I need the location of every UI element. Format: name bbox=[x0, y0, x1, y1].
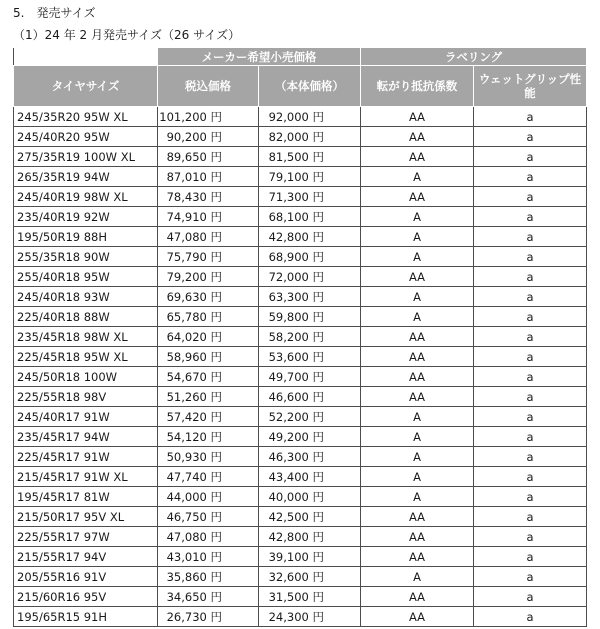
cell-price-body: 43,400 円 bbox=[259, 467, 361, 487]
table-row bbox=[14, 507, 587, 527]
section-title: 5. 発売サイズ bbox=[13, 6, 96, 20]
table-row bbox=[14, 447, 587, 467]
cell-tire-size: 235/45R17 94W bbox=[14, 427, 158, 447]
cell-rolling-resistance: AA bbox=[361, 367, 474, 387]
cell-price-body: 46,300 円 bbox=[259, 447, 361, 467]
cell-price-body: 71,300 円 bbox=[259, 187, 361, 207]
cell-tire-size: 215/60R16 95V bbox=[14, 587, 158, 607]
table-row bbox=[14, 227, 587, 247]
cell-rolling-resistance: A bbox=[361, 407, 474, 427]
cell-rolling-resistance: AA bbox=[361, 587, 474, 607]
table-row bbox=[14, 167, 587, 187]
cell-tire-size: 215/45R17 91W XL bbox=[14, 467, 158, 487]
cell-tire-size: 275/35R19 100W XL bbox=[14, 147, 158, 167]
cell-wet-grip: a bbox=[474, 527, 587, 547]
cell-wet-grip: a bbox=[474, 147, 587, 167]
cell-tire-size: 225/45R18 95W XL bbox=[14, 347, 158, 367]
cell-tire-size: 265/35R19 94W bbox=[14, 167, 158, 187]
tire-size-table bbox=[13, 47, 587, 627]
cell-rolling-resistance: A bbox=[361, 227, 474, 247]
cell-price-body: 42,800 円 bbox=[259, 227, 361, 247]
cell-rolling-resistance: AA bbox=[361, 607, 474, 627]
cell-tire-size: 245/40R19 98W XL bbox=[14, 187, 158, 207]
cell-price-body: 24,300 円 bbox=[259, 607, 361, 627]
cell-tire-size: 255/40R18 95W bbox=[14, 267, 158, 287]
cell-price-tax-incl: 57,420 円 bbox=[158, 407, 259, 427]
cell-price-body: 42,800 円 bbox=[259, 527, 361, 547]
cell-price-body: 49,700 円 bbox=[259, 367, 361, 387]
cell-tire-size: 245/40R18 93W bbox=[14, 287, 158, 307]
cell-rolling-resistance: AA bbox=[361, 147, 474, 167]
cell-price-body: 49,200 円 bbox=[259, 427, 361, 447]
cell-rolling-resistance: A bbox=[361, 467, 474, 487]
table-row bbox=[14, 187, 587, 207]
cell-price-tax-incl: 78,430 円 bbox=[158, 187, 259, 207]
table-row bbox=[14, 547, 587, 567]
cell-wet-grip: a bbox=[474, 287, 587, 307]
cell-rolling-resistance: AA bbox=[361, 387, 474, 407]
cell-rolling-resistance: AA bbox=[361, 507, 474, 527]
cell-price-tax-incl: 35,860 円 bbox=[158, 567, 259, 587]
cell-price-body: 82,000 円 bbox=[259, 127, 361, 147]
table-row bbox=[14, 267, 587, 287]
cell-tire-size: 255/35R18 90W bbox=[14, 247, 158, 267]
cell-wet-grip: a bbox=[474, 227, 587, 247]
cell-price-body: 81,500 円 bbox=[259, 147, 361, 167]
cell-rolling-resistance: AA bbox=[361, 527, 474, 547]
cell-wet-grip: a bbox=[474, 387, 587, 407]
table-row bbox=[14, 347, 587, 367]
cell-price-tax-incl: 44,000 円 bbox=[158, 487, 259, 507]
cell-price-body: 42,500 円 bbox=[259, 507, 361, 527]
table-row bbox=[14, 367, 587, 387]
cell-rolling-resistance: AA bbox=[361, 187, 474, 207]
table-row bbox=[14, 387, 587, 407]
cell-price-tax-incl: 47,080 円 bbox=[158, 527, 259, 547]
cell-rolling-resistance: A bbox=[361, 567, 474, 587]
cell-rolling-resistance: A bbox=[361, 247, 474, 267]
table-row bbox=[14, 467, 587, 487]
table-body bbox=[14, 107, 587, 627]
cell-price-tax-incl: 79,200 円 bbox=[158, 267, 259, 287]
header-price-tax-incl: 税込価格 bbox=[158, 66, 259, 107]
cell-wet-grip: a bbox=[474, 447, 587, 467]
cell-tire-size: 215/55R17 94V bbox=[14, 547, 158, 567]
cell-price-body: 58,200 円 bbox=[259, 327, 361, 347]
table-row bbox=[14, 407, 587, 427]
cell-price-tax-incl: 54,670 円 bbox=[158, 367, 259, 387]
cell-wet-grip: a bbox=[474, 427, 587, 447]
cell-price-tax-incl: 43,010 円 bbox=[158, 547, 259, 567]
cell-wet-grip: a bbox=[474, 507, 587, 527]
header-blank bbox=[14, 48, 158, 66]
cell-tire-size: 225/45R17 91W bbox=[14, 447, 158, 467]
cell-wet-grip: a bbox=[474, 587, 587, 607]
cell-price-tax-incl: 46,750 円 bbox=[158, 507, 259, 527]
cell-rolling-resistance: A bbox=[361, 307, 474, 327]
header-wet-grip: ウェットグリップ性能 bbox=[474, 66, 587, 107]
cell-tire-size: 245/40R20 95W bbox=[14, 127, 158, 147]
cell-wet-grip: a bbox=[474, 267, 587, 287]
cell-price-tax-incl: 69,630 円 bbox=[158, 287, 259, 307]
cell-rolling-resistance: AA bbox=[361, 127, 474, 147]
cell-price-tax-incl: 74,910 円 bbox=[158, 207, 259, 227]
cell-wet-grip: a bbox=[474, 107, 587, 127]
cell-price-tax-incl: 64,020 円 bbox=[158, 327, 259, 347]
cell-tire-size: 225/55R18 98V bbox=[14, 387, 158, 407]
cell-tire-size: 205/55R16 91V bbox=[14, 567, 158, 587]
cell-price-body: 46,600 円 bbox=[259, 387, 361, 407]
table-row bbox=[14, 247, 587, 267]
cell-tire-size: 245/50R18 100W bbox=[14, 367, 158, 387]
cell-wet-grip: a bbox=[474, 567, 587, 587]
cell-wet-grip: a bbox=[474, 187, 587, 207]
header-price-group: メーカー希望小売価格 bbox=[158, 48, 361, 66]
cell-rolling-resistance: AA bbox=[361, 267, 474, 287]
cell-wet-grip: a bbox=[474, 167, 587, 187]
cell-rolling-resistance: A bbox=[361, 207, 474, 227]
cell-price-tax-incl: 47,740 円 bbox=[158, 467, 259, 487]
cell-price-tax-incl: 75,790 円 bbox=[158, 247, 259, 267]
cell-price-tax-incl: 87,010 円 bbox=[158, 167, 259, 187]
cell-wet-grip: a bbox=[474, 307, 587, 327]
cell-price-tax-incl: 47,080 円 bbox=[158, 227, 259, 247]
cell-wet-grip: a bbox=[474, 607, 587, 627]
cell-wet-grip: a bbox=[474, 327, 587, 347]
cell-price-tax-incl: 51,260 円 bbox=[158, 387, 259, 407]
table-row bbox=[14, 527, 587, 547]
cell-rolling-resistance: A bbox=[361, 427, 474, 447]
table-row bbox=[14, 327, 587, 347]
cell-price-body: 59,800 円 bbox=[259, 307, 361, 327]
cell-price-body: 68,100 円 bbox=[259, 207, 361, 227]
header-rolling-resistance: 転がり抵抗係数 bbox=[361, 66, 474, 107]
header-price-body: （本体価格） bbox=[259, 66, 361, 107]
cell-price-tax-incl: 65,780 円 bbox=[158, 307, 259, 327]
cell-price-body: 31,500 円 bbox=[259, 587, 361, 607]
cell-tire-size: 195/45R17 81W bbox=[14, 487, 158, 507]
cell-wet-grip: a bbox=[474, 407, 587, 427]
table-row bbox=[14, 107, 587, 127]
table-row bbox=[14, 287, 587, 307]
cell-tire-size: 235/40R19 92W bbox=[14, 207, 158, 227]
cell-rolling-resistance: A bbox=[361, 487, 474, 507]
table-row bbox=[14, 487, 587, 507]
cell-wet-grip: a bbox=[474, 347, 587, 367]
cell-wet-grip: a bbox=[474, 127, 587, 147]
cell-price-body: 39,100 円 bbox=[259, 547, 361, 567]
cell-wet-grip: a bbox=[474, 247, 587, 267]
cell-tire-size: 215/50R17 95V XL bbox=[14, 507, 158, 527]
cell-tire-size: 225/40R18 88W bbox=[14, 307, 158, 327]
cell-rolling-resistance: AA bbox=[361, 547, 474, 567]
cell-tire-size: 195/65R15 91H bbox=[14, 607, 158, 627]
table-row bbox=[14, 427, 587, 447]
cell-tire-size: 225/55R17 97W bbox=[14, 527, 158, 547]
cell-rolling-resistance: AA bbox=[361, 327, 474, 347]
cell-price-tax-incl: 54,120 円 bbox=[158, 427, 259, 447]
cell-wet-grip: a bbox=[474, 547, 587, 567]
table-row bbox=[14, 207, 587, 227]
cell-tire-size: 245/35R20 95W XL bbox=[14, 107, 158, 127]
cell-price-body: 79,100 円 bbox=[259, 167, 361, 187]
sub-title: （1）24 年 2 月発売サイズ（26 サイズ） bbox=[13, 28, 241, 42]
cell-price-tax-incl: 89,650 円 bbox=[158, 147, 259, 167]
cell-wet-grip: a bbox=[474, 487, 587, 507]
cell-price-body: 63,300 円 bbox=[259, 287, 361, 307]
table-row bbox=[14, 127, 587, 147]
cell-tire-size: 245/40R17 91W bbox=[14, 407, 158, 427]
table-row bbox=[14, 567, 587, 587]
cell-price-tax-incl: 50,930 円 bbox=[158, 447, 259, 467]
table-row bbox=[14, 587, 587, 607]
cell-price-body: 53,600 円 bbox=[259, 347, 361, 367]
cell-price-body: 72,000 円 bbox=[259, 267, 361, 287]
cell-wet-grip: a bbox=[474, 207, 587, 227]
cell-tire-size: 235/45R18 98W XL bbox=[14, 327, 158, 347]
cell-price-tax-incl: 58,960 円 bbox=[158, 347, 259, 367]
cell-price-body: 68,900 円 bbox=[259, 247, 361, 267]
cell-price-body: 92,000 円 bbox=[259, 107, 361, 127]
table-row bbox=[14, 147, 587, 167]
cell-price-body: 40,000 円 bbox=[259, 487, 361, 507]
cell-wet-grip: a bbox=[474, 467, 587, 487]
cell-rolling-resistance: A bbox=[361, 447, 474, 467]
table-row bbox=[14, 607, 587, 627]
table-header bbox=[14, 48, 587, 107]
cell-price-body: 52,200 円 bbox=[259, 407, 361, 427]
cell-price-tax-incl: 90,200 円 bbox=[158, 127, 259, 147]
cell-rolling-resistance: A bbox=[361, 167, 474, 187]
cell-price-tax-incl: 101,200 円 bbox=[158, 107, 259, 127]
cell-tire-size: 195/50R19 88H bbox=[14, 227, 158, 247]
cell-price-tax-incl: 34,650 円 bbox=[158, 587, 259, 607]
cell-rolling-resistance: AA bbox=[361, 107, 474, 127]
header-labeling-group: ラベリング bbox=[361, 48, 587, 66]
cell-price-tax-incl: 26,730 円 bbox=[158, 607, 259, 627]
cell-rolling-resistance: A bbox=[361, 287, 474, 307]
cell-rolling-resistance: AA bbox=[361, 347, 474, 367]
cell-price-body: 32,600 円 bbox=[259, 567, 361, 587]
table-row bbox=[14, 307, 587, 327]
cell-wet-grip: a bbox=[474, 367, 587, 387]
header-tire-size: タイヤサイズ bbox=[14, 66, 158, 107]
